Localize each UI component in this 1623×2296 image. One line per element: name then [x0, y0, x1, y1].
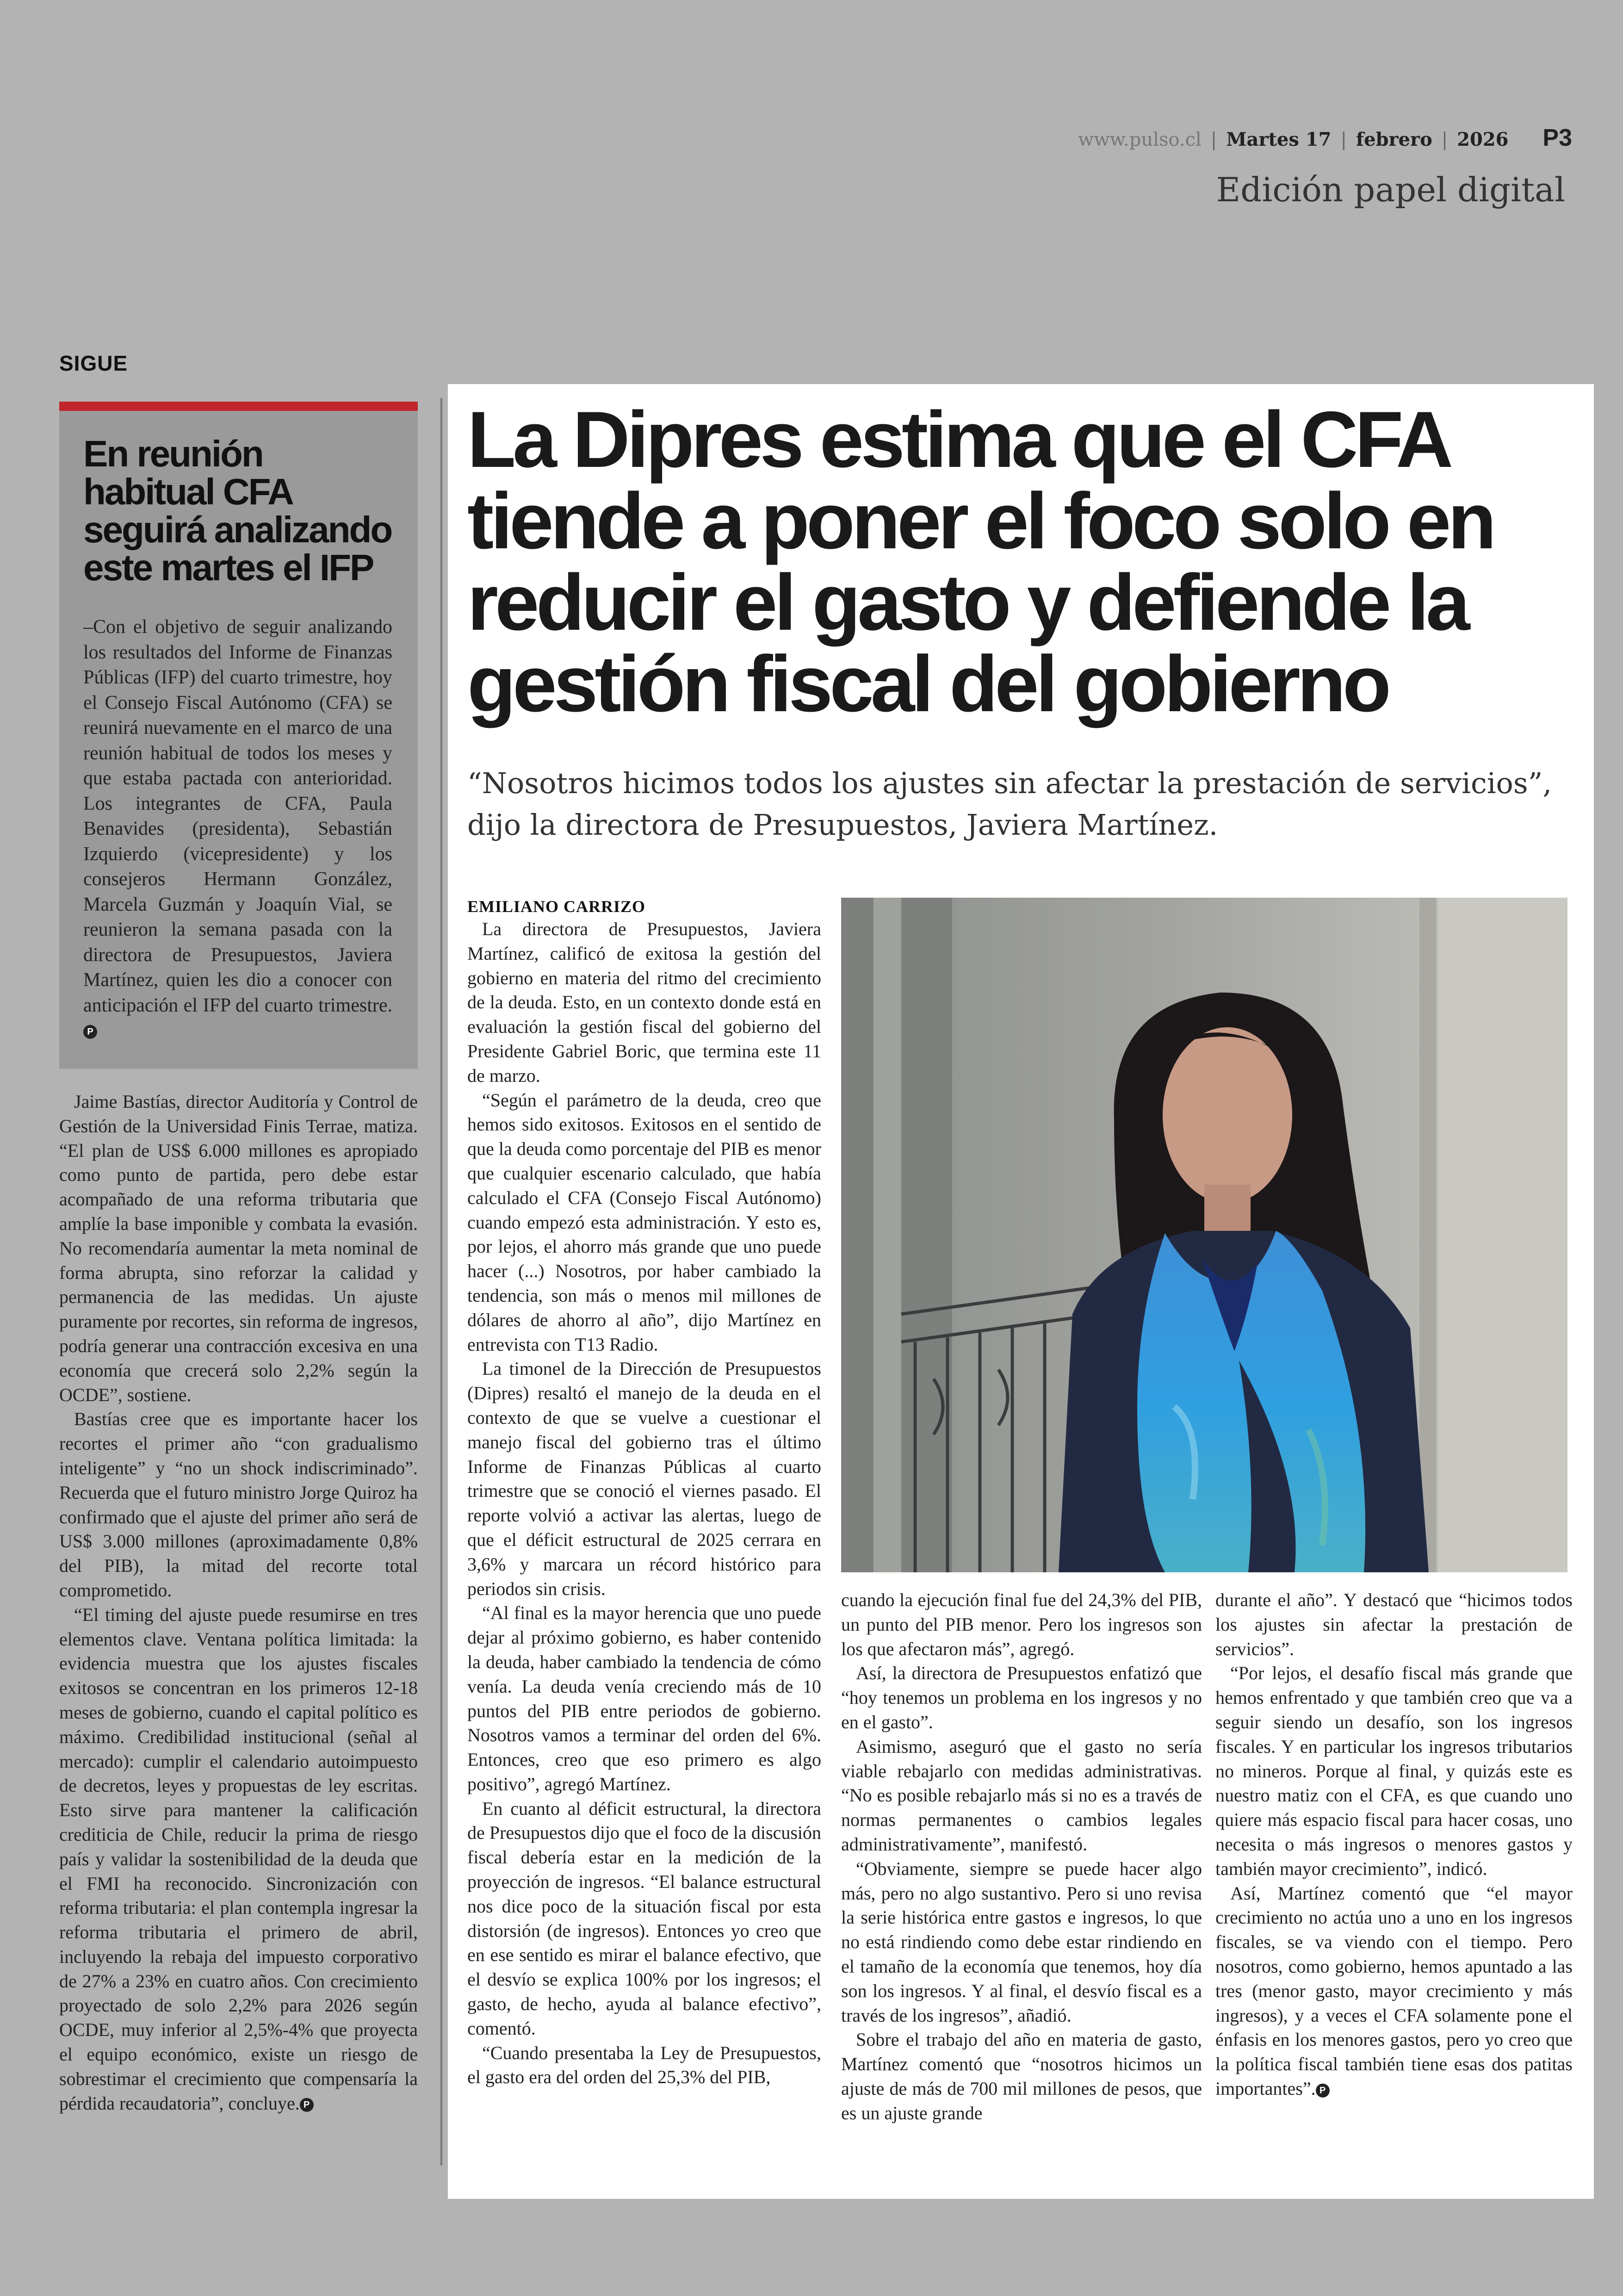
article-paragraph: “Al final es la mayor herencia que uno puede dejar al próximo gobierno, es haber contenido la deuda, haber cambiado la tendencia de cómo venía. La deuda venía creciendo más de 10 puntos del PIB entre periodos de gobierno. Nosotros vamos a terminar del orden del 6%. Entonces, creo que eso primero es algo positivo”, agregó Martínez.	[467, 1602, 821, 1794]
sidebar-body	[83, 614, 392, 1043]
article-column-3	[1215, 1588, 1573, 2101]
sidebar-body-text: –Con el objetivo de seguir analizando los resultados del Informe de Finanzas Públicas (IFP) del cuarto trimestre, hoy el Consejo Fiscal Autónomo (CFA) se reunirá nuevamente en el marco de una reunión habitual de todos los meses y que estaba pactada con anterioridad. Los integrantes de CFA, Paula Benavides (presidenta), Sebastián Izquierdo (vicepresidente) y los consejeros Hermann González, Marcela Guzmán y Joaquín Vial, se reunieron la semana pasada con la directora de Presupuestos, Javiera Martínez, quien les dio a conocer con anticipación el IFP del cuarto trimestre.	[83, 616, 392, 1016]
left-column	[59, 1090, 418, 2116]
article-byline: EMILIANO CARRIZO	[467, 897, 646, 916]
edition-label: Edición papel digital	[1216, 170, 1565, 209]
header-day: Martes 17	[1226, 129, 1332, 150]
site-url[interactable]: www.pulso.cl	[1078, 129, 1202, 150]
article-paragraph: En cuanto al déficit estructural, la directora de Presupuestos dijo que el foco de la discusión fiscal debería estar en la medición de la proyección de ingresos. “El balance estructural nos dice poco de la situación fiscal por esta distorsión (de ingresos). Entonces yo creo que en ese sentido es mirar el balance efectivo, que el desvío se explica 100% por los ingresos; el gasto, de hecho, ayuda al balance efectivo”, comentó.	[467, 1798, 821, 2039]
article-paragraph: “Cuando presentaba la Ley de Presupuestos, el gasto era del orden del 25,3% del PIB,	[467, 2042, 821, 2088]
article-paragraph-text: Así, Martínez comentó que “el mayor crecimiento no actúa uno a uno en los ingresos fiscales, se va viendo con el tiempo. Pero nosotros, como gobierno, hemos apuntado a las tres (menor gasto, mayor crecimiento y más ingresos), y a veces el CFA solamente pone el énfasis en los menores gastos, pero yo creo que la política fiscal también tiene esas dos patitas importantes”.	[1215, 1882, 1573, 2099]
article-paragraph: La timonel de la Dirección de Presupuestos (Dipres) resaltó el manejo de la deuda en el contexto de que se vuelve a cuestionar el manejo fiscal del gobierno tras el último Informe de Finanzas Públicas al cuarto trimestre que se conoció el viernes pasado. El reporte volvió a activar las alertas, luego de que el déficit estructural de 2025 cerrara en 3,6% y marcara un récord histórico para periodos sin crisis.	[467, 1358, 821, 1599]
header-divider: |	[1340, 129, 1347, 150]
article-column-1	[467, 917, 821, 2090]
article-deck: “Nosotros hicimos todos los ajustes sin afectar la prestación de servicios”, dijo la directora de Presupuestos, Javiera Martínez.	[467, 766, 1552, 842]
article-paragraph: durante el año”. Y destacó que “hicimos todos los ajustes sin afectar la prestación de servicios”.	[1215, 1589, 1573, 1659]
left-paragraph: Jaime Bastías, director Auditoría y Control de Gestión de la Universidad Finis Terrae, matiza. “El plan de US$ 6.000 millones es apropiado como punto de partida, pero debe estar acompañado de una reforma tributaria que amplíe la base imponible y combata la evasión. No recomendaría aumentar la meta nominal de forma abrupta, sino reforzar la calidad y permanencia de las medidas. Un ajuste puramente por recortes, sin reforma de ingresos, podría generar una contracción excesiva en una economía que crecerá solo 2,2% según la OCDE”, sostiene.	[59, 1091, 418, 1405]
column-divider	[440, 398, 442, 2166]
article-headline: La Dipres estima que el CFA tiende a poner el foco solo en reducir el gasto y defiende la gestión fiscal del gobierno	[467, 395, 1493, 728]
article-paragraph: Asimismo, aseguró que el gasto no sería viable rebajarlo con medidas administrativas. “No es posible rebajarlo más si no es a través de normas permanentes o cambios legales administrativamente”, manifestó.	[841, 1736, 1202, 1855]
article-paragraph: Sobre el trabajo del año en materia de gasto, Martínez comentó que “nosotros hicimos un ajuste de más de 700 mil millones de pesos, que es un ajuste grande	[841, 2029, 1202, 2123]
article-paragraph	[1215, 1881, 1573, 2101]
article-column-2	[841, 1588, 1202, 2126]
article-photo	[841, 898, 1567, 1572]
page-number: P3	[1542, 124, 1572, 151]
end-mark-icon: P	[1316, 2084, 1330, 2097]
end-mark-icon: P	[83, 1025, 97, 1039]
page-header	[1078, 124, 1572, 152]
article-paragraph: “Según el parámetro de la deuda, creo que hemos sido exitosos. Exitosos en el sentido de que la deuda como porcentaje del PIB es menor que cualquier escenario calculado, que había calculado el CFA (Consejo Fiscal Autónomo) cuando empezó esta administración. Y esto es, por lejos, el ahorro más grande que uno puede hacer (...) Nosotros, por haber cambiado la tendencia, son más o menos mil millones de dólares de ahorro al año”, dijo Martínez en entrevista con T13 Radio.	[467, 1089, 821, 1355]
header-year: 2026	[1457, 129, 1509, 150]
left-paragraph: Bastías cree que es importante hacer los recortes el primer año “con gradualismo inteligente” y “no un shock indiscriminado”. Recuerda que el futuro ministro Jorge Quiroz ha confirmado que el ajuste del primer año será de US$ 3.000 millones (aproximadamente 0,8% del PIB), la mitad del recorte total comprometido.	[59, 1409, 418, 1601]
article-paragraph: La directora de Presupuestos, Javiera Martínez, calificó de exitosa la gestión del gobierno en materia del ritmo del crecimiento de la deuda. Esto, en un contexto donde está en evaluación la gestión fiscal del gobierno del Presidente Gabriel Boric, que termina este 11 de marzo.	[467, 918, 821, 1086]
left-paragraph	[59, 1603, 418, 2116]
sidebar-title: En reunión habitual CFA seguirá analizando este martes el IFP	[83, 433, 392, 588]
header-month: febrero	[1356, 129, 1432, 150]
article-paragraph: “Por lejos, el desafío fiscal más grande que hemos enfrentado y que también creo que va a seguir siendo un desafío, son los ingresos fiscales. Y en particular los ingresos tributarios no mineros. Porque al final, y quizás este es nuestro matiz con el CFA, es que cuando uno quiere más espacio fiscal para hacer cosas, uno necesita o más ingresos o menores gastos y también mayor crecimiento”, indicó.	[1215, 1663, 1573, 1879]
header-divider: |	[1210, 129, 1217, 150]
portrait-image	[841, 898, 1567, 1572]
article-paragraph: cuando la ejecución final fue del 24,3% del PIB, un punto del PIB menor. Pero los ingresos son los que afectaron más”, agregó.	[841, 1589, 1202, 1659]
article-paragraph: “Obviamente, siempre se puede hacer algo más, pero no algo sustantivo. Pero si uno revisa la serie histórica entre gastos e ingresos, lo que no está rindiendo como debe estar rindiendo en el tamaño de la economía que tenemos, hoy día son los ingresos. Y al final, el desvío fiscal es a través de los ingresos”, añadió.	[841, 1858, 1202, 2026]
header-divider: |	[1441, 129, 1448, 150]
left-paragraph-text: “El timing del ajuste puede resumirse en tres elementos clave. Ventana política limitada: la evidencia muestra que los ajustes fiscales exitosos se concentran en los primeros 12-18 meses de gobierno, cuando el capital político es máximo. Credibilidad institucional (señal al mercado): cumplir el calendario autoimpuesto de decretos, leyes y propuestas de ley escritas. Esto sirve para mantener la calificación crediticia de Chile, reducir la prima de riesgo país y validar la sostenibilidad de la deuda que el FMI ha reconocido. Sincronización con reforma tributaria: el plan contempla ingresar la reforma tributaria el primero de abril, incluyendo la rebaja del impuesto corporativo de 27% a 23% en cuatro años. Con crecimiento proyectado de solo 2,2% para 2026 según OCDE, muy inferior al 2,5%-4% que proyecta el equipo económico, existe un riesgo de sobrestimar el crecimiento que compensaría la pérdida recaudatoria”, concluye.	[59, 1604, 418, 2114]
sidebar-box	[59, 402, 418, 1069]
section-kicker: SIGUE	[59, 351, 128, 375]
end-mark-icon: P	[300, 2098, 314, 2112]
article-paragraph: Así, la directora de Presupuestos enfatizó que “hoy tenemos un problema en los ingresos y no en el gasto”.	[841, 1663, 1202, 1732]
